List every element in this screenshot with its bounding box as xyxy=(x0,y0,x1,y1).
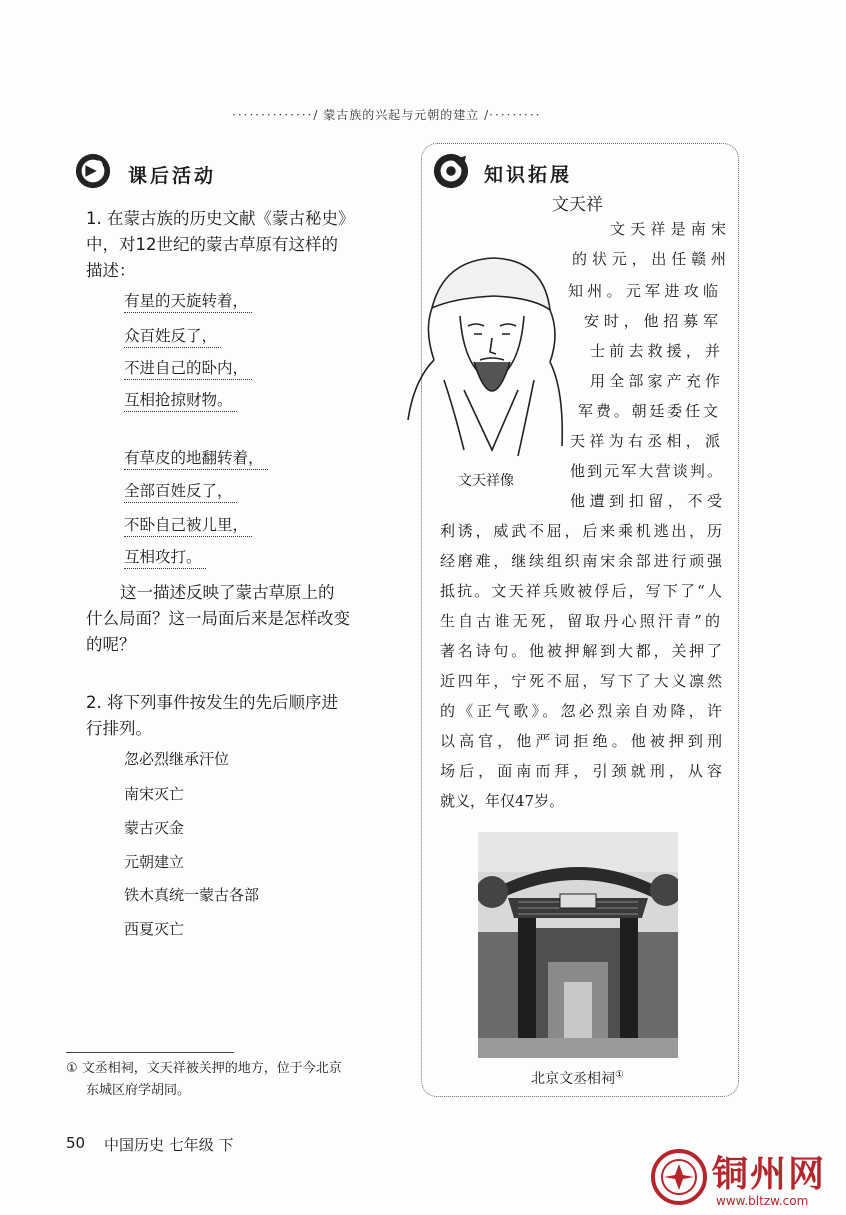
event-item: 蒙古灭金 xyxy=(124,819,185,837)
knowledge-title: 知识拓展 xyxy=(484,164,573,186)
event-item: 铁木真统一蒙古各部 xyxy=(124,886,260,904)
event-item: 忽必烈继承汗位 xyxy=(124,750,230,768)
temple-photo xyxy=(478,832,678,1058)
body-line: 场后，面南而拜，引颈就刑，从容 xyxy=(440,762,722,780)
wen-tianxiang-portrait xyxy=(404,250,566,458)
running-header: ··············/ 蒙古族的兴起与元朝的建立 /········· xyxy=(232,108,542,122)
question-2: 2. 将下列事件按发生的先后顺序进 行排列。 xyxy=(86,693,338,738)
body-line: 著名诗句。他被押解到大都，关押了 xyxy=(440,642,722,660)
body-line: 用全部家产充作 xyxy=(590,372,720,390)
running-header-title: 蒙古族的兴起与元朝的建立 xyxy=(323,108,480,122)
body-line: 的状元，出任赣州 xyxy=(572,250,726,268)
event-item: 元朝建立 xyxy=(124,853,185,871)
body-line: 他到元军大营谈判。 xyxy=(570,462,722,480)
body-line: 生自古谁无死，留取丹心照汗青”的 xyxy=(440,612,720,630)
body-line: 安时，他招募军 xyxy=(584,312,718,330)
book-title: 中国历史 七年级 下 xyxy=(104,1136,234,1154)
event-item: 南宋灭亡 xyxy=(124,785,185,803)
question-1: 1. 在蒙古族的历史文献《蒙古秘史》 中，对12世纪的蒙古草原有这样的 描述： xyxy=(86,209,355,280)
body-line: 利诱，威武不屈，后来乘机逃出，历 xyxy=(440,522,722,540)
portrait-caption: 文天祥像 xyxy=(458,473,514,489)
activities-header xyxy=(74,152,112,194)
body-line: 近四年，宁死不屈，写下了大义凛然 xyxy=(440,672,722,690)
footnote-mark: ① xyxy=(66,1061,78,1076)
knowledge-subtitle: 文天祥 xyxy=(552,195,603,215)
body-line: 天祥为右丞相，派 xyxy=(570,432,720,450)
body-line: 他遭到扣留，不受 xyxy=(570,492,722,510)
poem-line: 有星的天旋转着， xyxy=(124,290,252,313)
body-line: 军费。朝廷委任文 xyxy=(578,402,718,420)
expand-icon xyxy=(432,152,470,190)
watermark-seal-icon xyxy=(650,1148,708,1206)
page-number: 50 xyxy=(66,1134,86,1152)
event-item: 西夏灭亡 xyxy=(124,920,185,938)
body-line: 抵抗。文天祥兵败被俘后，写下了“人 xyxy=(440,582,722,600)
body-line: 以高官，他严词拒绝。他被押到刑 xyxy=(440,732,722,750)
watermark-name: 铜州网 xyxy=(712,1153,827,1195)
photo-footnote-mark: ① xyxy=(615,1069,624,1081)
body-line: 知州。元军进攻临 xyxy=(568,282,718,300)
footnote: ① 文丞相祠，文天祥被关押的地方，位于今北京 东城区府学胡同。 xyxy=(66,1061,342,1098)
poem-line: 不进自己的卧内， xyxy=(124,357,252,380)
poem-line: 全部百姓反了， xyxy=(124,480,237,503)
knowledge-header xyxy=(432,152,470,194)
body-line: 经磨难，继续组织南宋余部进行顽强 xyxy=(440,552,722,570)
poem-line: 互相抢掠财物。 xyxy=(124,389,237,412)
poem-line: 不卧自己被儿里， xyxy=(124,514,252,537)
poem-line: 互相攻打。 xyxy=(124,546,206,569)
activities-title: 课后活动 xyxy=(128,165,217,187)
activity-icon xyxy=(74,152,112,190)
body-line: 士前去救援，并 xyxy=(590,342,720,360)
body-line: 就义，年仅47岁。 xyxy=(440,792,565,810)
footnote-rule xyxy=(66,1052,234,1053)
photo-caption: 北京文丞相祠① xyxy=(531,1069,624,1087)
body-line: 文天祥是南宋 xyxy=(610,220,726,238)
poem-line: 众百姓反了， xyxy=(124,325,221,348)
question-1-followup: 这一描述反映了蒙古草原上的 什么局面？这一局面后来是怎样改变 的呢？ xyxy=(86,583,350,654)
watermark-url: www.bltzw.com xyxy=(716,1194,809,1208)
poem-line: 有草皮的地翻转着， xyxy=(124,447,268,470)
body-line: 的《正气歌》。忽必烈亲自劝降，许 xyxy=(440,702,722,720)
